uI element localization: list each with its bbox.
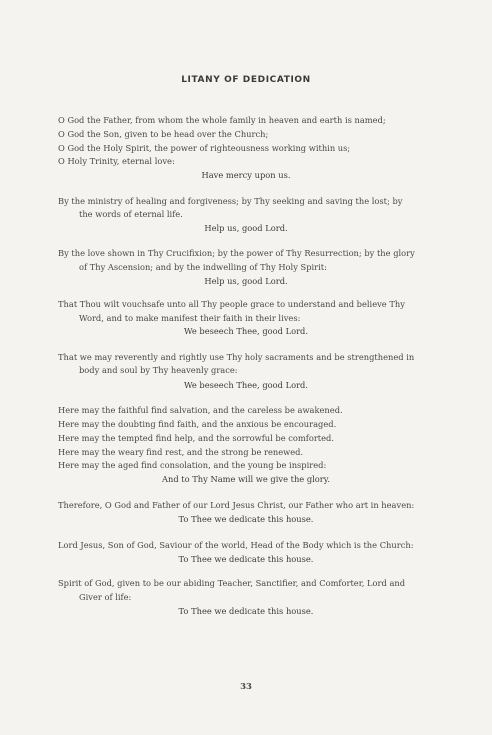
- litany-response: Help us, good Lord.: [204, 223, 288, 233]
- litany-line: the words of eternal life.: [79, 209, 183, 219]
- litany-response: We beseech Thee, good Lord.: [184, 380, 308, 390]
- litany-line: Here may the aged find consolation, and the young be inspired:: [58, 460, 327, 470]
- litany-line: Here may the faithful find salvation, and the careless be awakened.: [58, 405, 343, 415]
- page-title: LITANY OF DEDICATION: [181, 75, 311, 85]
- litany-response: To Thee we dedicate this house.: [178, 514, 314, 524]
- litany-line: By the love shown in Thy Crucifixion; by the power of Thy Resurrection; by the glory: [58, 248, 415, 258]
- litany-line: of Thy Ascension; and by the indwelling of Thy Holy Spirit:: [79, 262, 327, 272]
- litany-response: We beseech Thee, good Lord.: [184, 326, 308, 336]
- litany-line: Therefore, O God and Father of our Lord Jesus Christ, our Father who art in heaven:: [58, 500, 415, 510]
- litany-line: By the ministry of healing and forgiveness; by Thy seeking and saving the lost; by: [58, 196, 403, 206]
- litany-line: Spirit of God, given to be our abiding Teacher, Sanctifier, and Comforter, Lord and: [58, 578, 406, 588]
- litany-line: Here may the doubting find faith, and the anxious be encouraged.: [58, 419, 337, 429]
- litany-line: That we may reverently and rightly use Thy holy sacraments and be strengthened in: [58, 352, 415, 362]
- page-number: 33: [240, 682, 252, 692]
- litany-line: body and soul by Thy heavenly grace:: [79, 365, 238, 375]
- litany-line: Giver of life:: [79, 592, 132, 602]
- litany-line: O God the Son, given to be head over the Church;: [58, 129, 269, 139]
- litany-line: O God the Father, from whom the whole family in heaven and earth is named;: [58, 115, 386, 125]
- litany-line: O Holy Trinity, eternal love:: [58, 156, 175, 166]
- litany-line: O God the Holy Spirit, the power of righteousness working within us;: [58, 143, 351, 153]
- litany-response: To Thee we dedicate this house.: [178, 606, 314, 616]
- litany-line: Lord Jesus, Son of God, Saviour of the world, Head of the Body which is the Church:: [58, 540, 414, 550]
- litany-response: Help us, good Lord.: [204, 276, 288, 286]
- litany-response: To Thee we dedicate this house.: [178, 554, 314, 564]
- litany-line: Here may the tempted find help, and the sorrowful be comforted.: [58, 433, 335, 443]
- litany-line: Here may the weary find rest, and the strong be renewed.: [58, 447, 304, 457]
- litany-line: That Thou wilt vouchsafe unto all Thy people grace to understand and believe Thy: [58, 299, 405, 309]
- litany-response: Have mercy upon us.: [201, 170, 291, 180]
- litany-response: And to Thy Name will we give the glory.: [162, 474, 330, 484]
- litany-line: Word, and to make manifest their faith in their lives:: [79, 313, 301, 323]
